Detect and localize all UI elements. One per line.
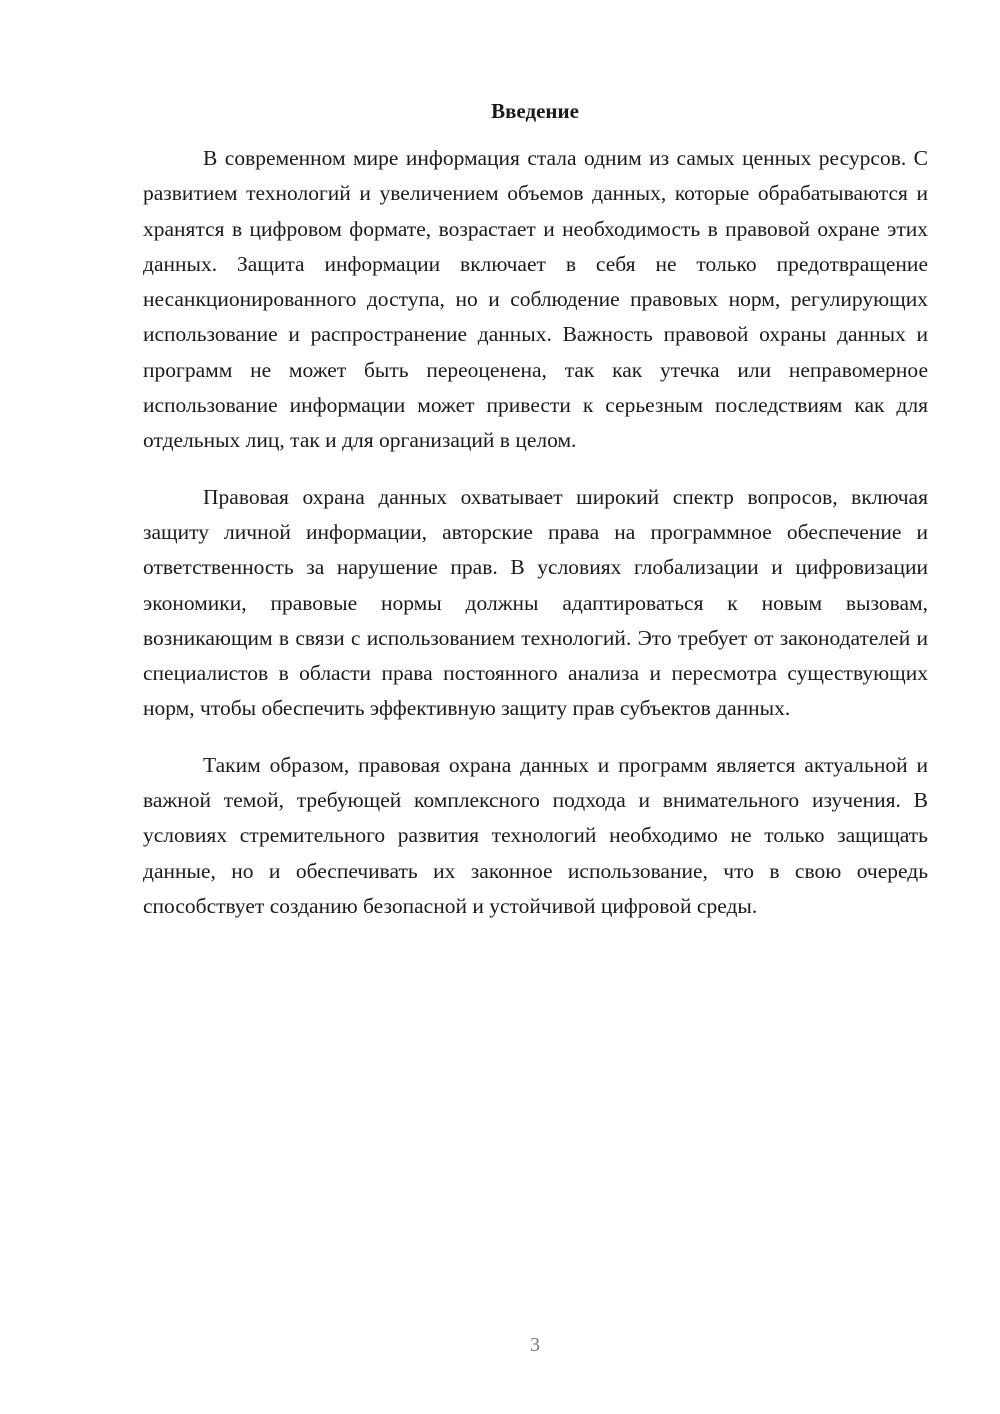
page-number: 3: [530, 1334, 540, 1356]
paragraph-3: Таким образом, правовая охрана данных и программ является актуальной и важной темой, требующей комплексного подхода и внимательного изучения. В условиях стремительного развития технологий необходимо не только защищать данные, но и обеспечивать их законное использование, что в свою очередь способствует созданию безопасной и устойчивой цифровой среды.: [143, 752, 928, 918]
paragraph-2: Правовая охрана данных охватывает широкий спектр вопросов, включая защиту личной информации, авторские права на программное обеспечение и ответственность за нарушение прав. В условиях глобализации и цифровизации экономики, правовые нормы должны адаптироваться к новым вызовам, возникающим в связи с использованием технологий. Это требует от законодателей и специалистов в области права постоянного анализа и пересмотра существующих норм, чтобы обеспечить эффективную защиту прав субъектов данных.: [143, 484, 928, 721]
document-body: [143, 141, 928, 945]
page-title: Введение: [491, 99, 579, 123]
paragraph-1: В современном мире информация стала одним из самых ценных ресурсов. С развитием технологий и увеличением объемов данных, которые обрабатываются и хранятся в цифровом формате, возрастает и необходимость в правовой охране этих данных. Защита информации включает в себя не только предотвращение несанкционированного доступа, но и соблюдение правовых норм, регулирующих использование и распространение данных. Важность правовой охраны данных и программ не может быть переоценена, так как утечка или неправомерное использование информации может привести к серьезным последствиям как для отдельных лиц, так и для организаций в целом.: [143, 146, 928, 453]
